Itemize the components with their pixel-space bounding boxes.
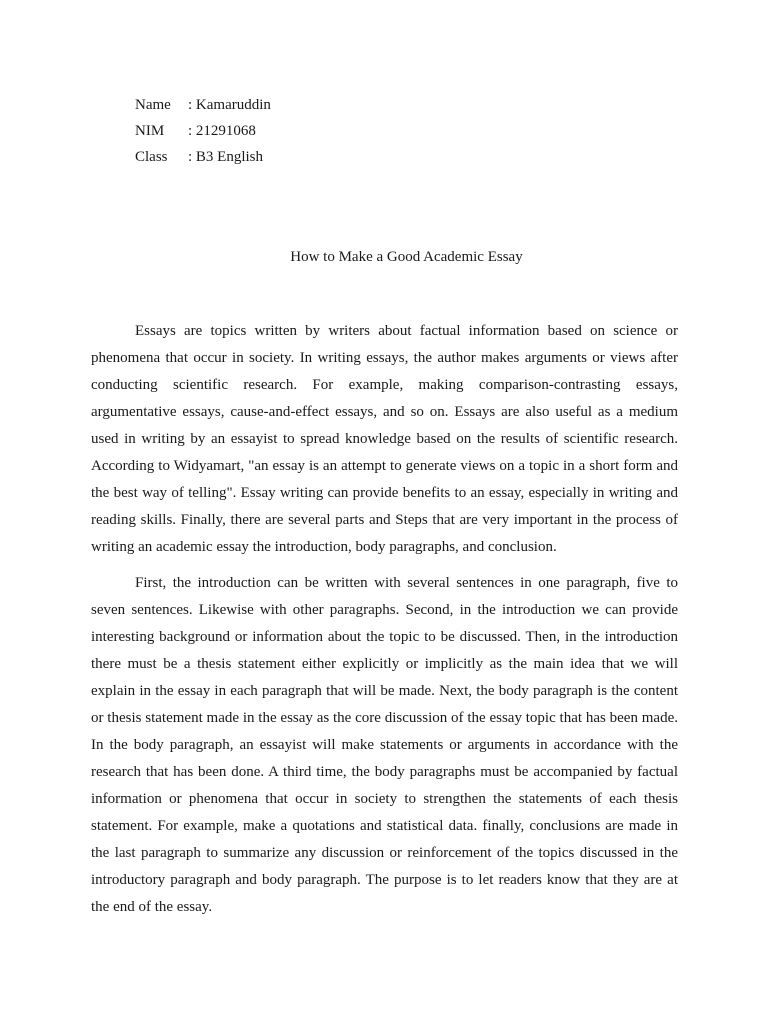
name-label: Name bbox=[135, 97, 171, 113]
name-value: : Kamaruddin bbox=[188, 97, 271, 113]
nim-label: NIM bbox=[135, 123, 165, 139]
info-row-nim bbox=[135, 118, 271, 144]
class-value: : B3 English bbox=[188, 149, 264, 165]
paragraph-1: Essays are topics written by writers about factual information based on science or phenomena that occur in society. In writing essays, the author makes arguments or views after conducting scientific research. For example, making comparison-contrasting essays, argumentative essays, cause-and-effect essays, and so on. Essays are also useful as a medium used in writing by an essayist to spread knowledge based on the results of scientific research. According to Widyamart, "an essay is an attempt to generate views on a topic in a short form and the best way of telling". Essay writing can provide benefits to an essay, especially in writing and reading skills. Finally, there are several parts and Steps that are very important in the process of writing an academic essay the introduction, body paragraphs, and conclusion. bbox=[91, 323, 678, 555]
class-label: Class bbox=[135, 149, 168, 165]
essay-body bbox=[91, 318, 678, 930]
paragraph-2: First, the introduction can be written with several sentences in one paragraph, five to seven sentences. Likewise with other paragraphs. Second, in the introduction we can provide interesting background or information about the topic to be discussed. Then, in the introduction there must be a thesis statement either explicitly or implicitly as the main idea that we will explain in the essay in each paragraph that will be made. Next, the body paragraph is the content or thesis statement made in the essay as the core discussion of the essay topic that has been made. In the body paragraph, an essayist will make statements or arguments in accordance with the research that has been done. A third time, the body paragraphs must be accompanied by factual information or phenomena that occur in society to strengthen the statements of each thesis statement. For example, make a quotations and statistical data. finally, conclusions are made in the last paragraph to summarize any discussion or reinforcement of the topics discussed in the introductory paragraph and body paragraph. The purpose is to let readers know that they are at the end of the essay. bbox=[91, 575, 678, 915]
info-row-class bbox=[135, 144, 271, 170]
info-row-name bbox=[135, 92, 271, 118]
student-info bbox=[135, 92, 271, 170]
nim-value: : 21291068 bbox=[188, 123, 256, 139]
essay-title: How to Make a Good Academic Essay bbox=[290, 249, 523, 265]
